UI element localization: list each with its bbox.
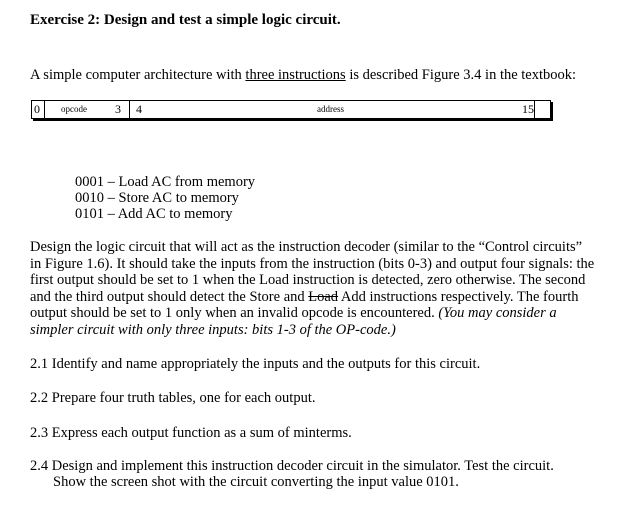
line4-before: and the third output should detect the Store and xyxy=(30,288,309,305)
line4-after: Add instructions respectively. The fourth xyxy=(338,288,579,305)
intro-before: A simple computer architecture with xyxy=(30,67,246,83)
task-2-4-line2: Show the screen shot with the circuit converting the input value 0101. xyxy=(53,474,459,490)
paragraph-line: first output should be set to 1 when the Load instruction is detected, zero otherwise. The second xyxy=(30,272,586,288)
task-2-4 xyxy=(30,458,554,490)
design-instructions-paragraph xyxy=(30,239,605,338)
format-divider xyxy=(129,101,130,118)
opcode-item-store: 0010 – Store AC to memory xyxy=(75,190,239,206)
paragraph-line xyxy=(30,289,605,306)
opcode-field-label: opcode xyxy=(61,104,87,114)
opcode-list xyxy=(75,174,255,222)
task-2-3: 2.3 Express each output function as a sum of minterms. xyxy=(30,425,352,441)
bit-label-15: 15 xyxy=(522,102,534,116)
address-field-label: address xyxy=(317,104,344,114)
exercise-title: Exercise 2: Design and test a simple logic circuit. xyxy=(30,12,341,28)
struck-load-word: Load xyxy=(308,288,339,305)
bit-label-0: 0 xyxy=(34,102,40,116)
three-instructions-link: three instructions xyxy=(245,67,346,83)
bit-label-4: 4 xyxy=(136,102,142,116)
paragraph-line: in Figure 1.6). It should take the inputs from the instruction (bits 0-3) and output four signals: the xyxy=(30,255,595,272)
line5-italic-note: (You may consider a xyxy=(438,305,557,321)
intro-after: is described Figure 3.4 in the textbook: xyxy=(345,67,577,83)
opcode-item-load: 0001 – Load AC from memory xyxy=(75,174,256,190)
task-2-4-line1: 2.4 Design and implement this instruction decoder circuit in the simulator. Test the circuit. xyxy=(30,458,554,474)
bit-label-3: 3 xyxy=(115,102,121,116)
format-divider xyxy=(534,101,535,118)
paragraph-line: simpler circuit with only three inputs: bits 1-3 of the OP-code.) xyxy=(30,321,396,338)
instruction-format-diagram xyxy=(31,100,551,119)
task-2-1: 2.1 Identify and name appropriately the inputs and the outputs for this circuit. xyxy=(30,356,481,372)
intro-text xyxy=(30,67,576,84)
line5-plain: output should be set to 1 only when an invalid opcode is encountered. xyxy=(30,305,439,321)
paragraph-line xyxy=(30,305,605,322)
paragraph-line: Design the logic circuit that will act as the instruction decoder (similar to the “Control circuits” xyxy=(30,239,583,255)
opcode-item-add: 0101 – Add AC to memory xyxy=(75,206,233,222)
task-2-2: 2.2 Prepare four truth tables, one for each output. xyxy=(30,390,316,406)
format-divider xyxy=(44,101,45,118)
